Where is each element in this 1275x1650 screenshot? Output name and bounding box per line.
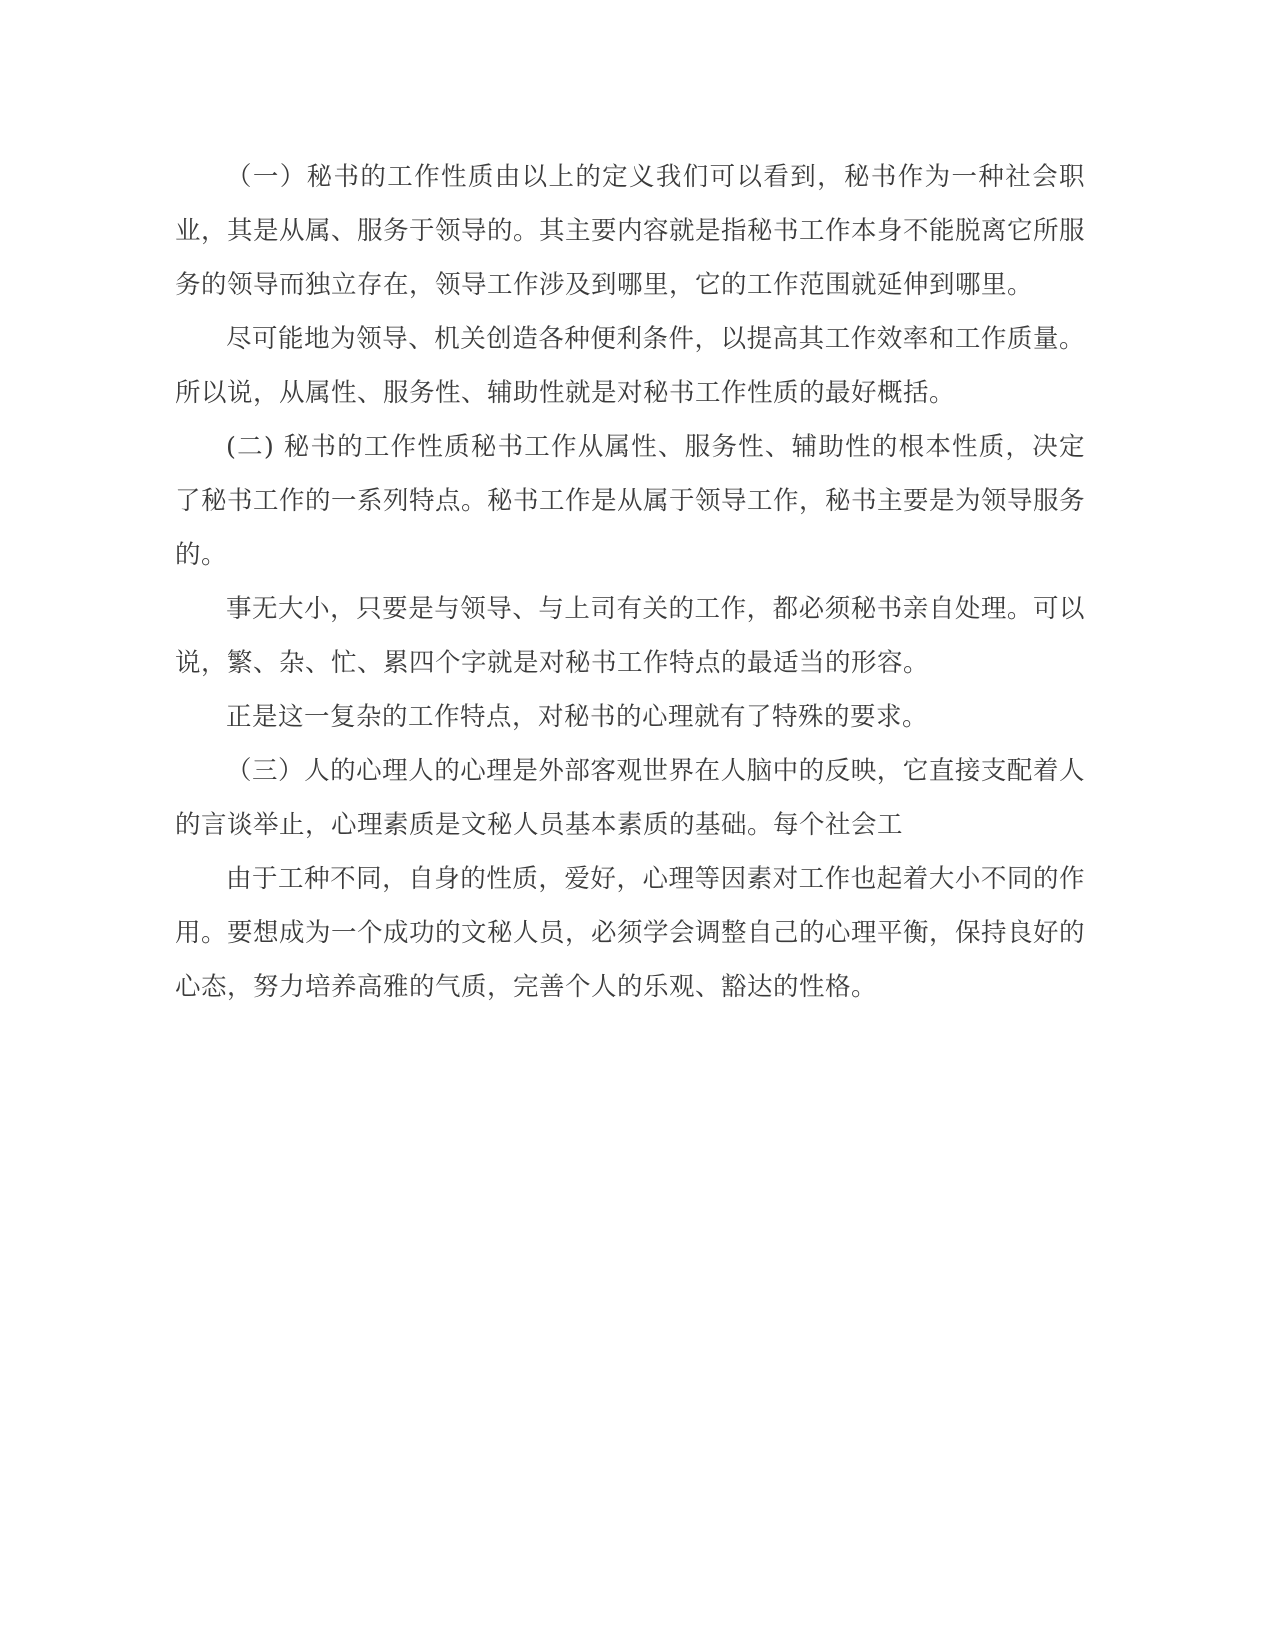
paragraph-5: 正是这一复杂的工作特点，对秘书的心理就有了特殊的要求。 [226, 702, 929, 732]
paragraph-7: 由于工种不同，自身的性质，爱好，心理等因素对工作也起着大小不同的作用。要想成为一个成功的文秘人员，必须学会调整自己的心理平衡，保持良好的心态，努力培养高雅的气质，完善个人的乐观、豁达的性格。 [175, 864, 1086, 1002]
paragraph-3: (二) 秘书的工作性质秘书工作从属性、服务性、辅助性的根本性质，决定了秘书工作的一系列特点。秘书工作是从属于领导工作，秘书主要是为领导服务的。 [175, 432, 1086, 570]
paragraph-4: 事无大小，只要是与领导、与上司有关的工作，都必须秘书亲自处理。可以说，繁、杂、忙、累四个字就是对秘书工作特点的最适当的形容。 [175, 594, 1085, 678]
paragraph-6: （三）人的心理人的心理是外部客观世界在人脑中的反映，它直接支配着人的言谈举止，心理素质是文秘人员基本素质的基础。每个社会工 [175, 756, 1085, 840]
document-body [175, 150, 1085, 1014]
paragraph-2: 尽可能地为领导、机关创造各种便利条件，以提高其工作效率和工作质量。所以说，从属性、服务性、辅助性就是对秘书工作性质的最好概括。 [175, 324, 1085, 408]
paragraph-1: （一）秘书的工作性质由以上的定义我们可以看到，秘书作为一种社会职业，其是从属、服务于领导的。其主要内容就是指秘书工作本身不能脱离它所服务的领导而独立存在，领导工作涉及到哪里，它的工作范围就延伸到哪里。 [175, 162, 1086, 300]
